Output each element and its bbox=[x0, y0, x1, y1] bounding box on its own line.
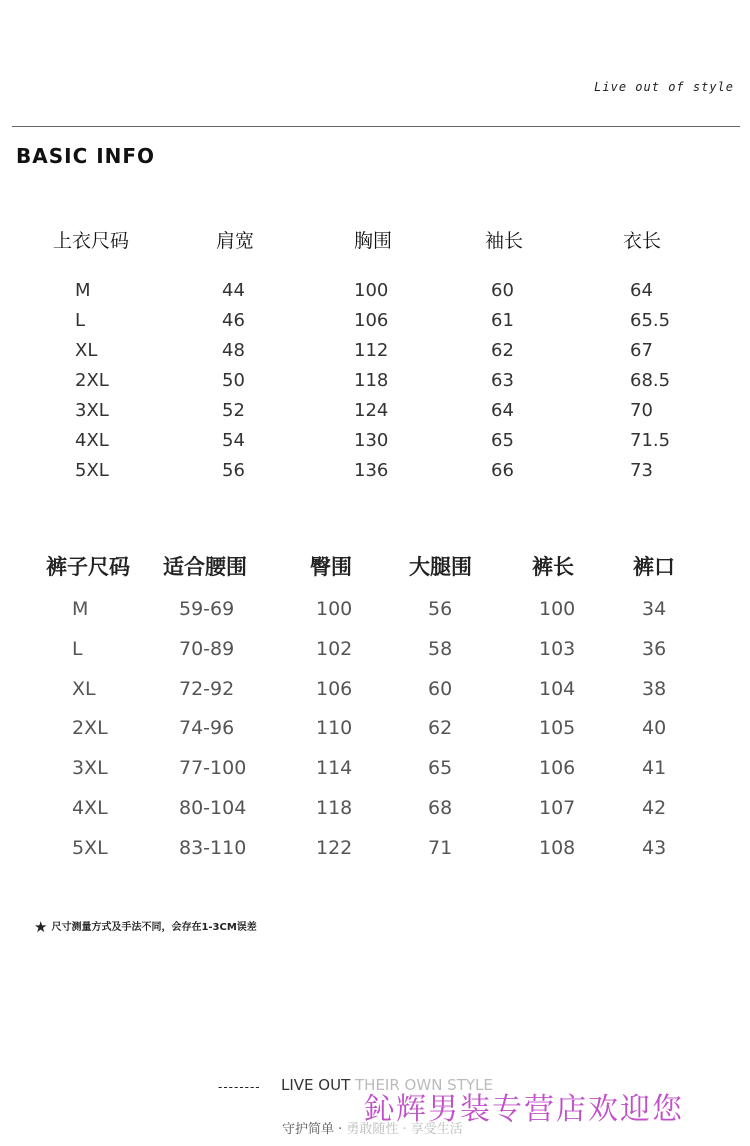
bottom-table-header: 大腿围 bbox=[409, 555, 472, 579]
top-table-cell: 71.5 bbox=[630, 430, 671, 451]
top-table-cell: 61 bbox=[491, 310, 514, 331]
top-table-header: 衣长 bbox=[623, 230, 662, 252]
top-table-cell: 66 bbox=[491, 460, 514, 481]
bottom-table-cell: 108 bbox=[539, 836, 576, 859]
top-table-cell: 52 bbox=[222, 400, 245, 421]
bottom-table-cell: 41 bbox=[642, 757, 667, 780]
section-title: BASIC INFO bbox=[16, 144, 156, 168]
top-table-cell: 136 bbox=[354, 460, 389, 481]
top-table-cell: L bbox=[75, 310, 86, 331]
footer-slogan-en-faded: THEIR OWN STYLE bbox=[355, 1076, 493, 1094]
top-table-cell: 67 bbox=[630, 340, 653, 361]
bottom-table-cell: 70-89 bbox=[179, 637, 235, 660]
footer-slogan-cn-faded: 勇敢随性 · 享受生活 bbox=[346, 1122, 463, 1137]
bottom-table-cell: 59-69 bbox=[179, 598, 235, 620]
bottom-table-cell: 34 bbox=[642, 598, 667, 620]
top-table-cell: 2XL bbox=[75, 370, 109, 391]
store-watermark: 鈊辉男装专营店欢迎您 bbox=[364, 1092, 684, 1127]
top-table-cell: 68.5 bbox=[630, 370, 671, 391]
bottom-table-cell: 102 bbox=[316, 637, 353, 660]
top-table-cell: 48 bbox=[222, 340, 245, 361]
bottom-table-cell: 58 bbox=[428, 637, 453, 660]
measurement-note bbox=[34, 918, 257, 936]
top-table-cell: 63 bbox=[491, 370, 514, 391]
top-table-cell: 62 bbox=[491, 340, 514, 361]
footer-slogan-cn-main: 守护简单 · bbox=[282, 1122, 347, 1137]
top-table-header: 袖长 bbox=[485, 230, 524, 252]
bottom-table-cell: 106 bbox=[539, 757, 576, 780]
bottom-table-cell: M bbox=[72, 598, 89, 620]
top-table-header: 上衣尺码 bbox=[53, 230, 130, 252]
top-table-cell: 106 bbox=[354, 310, 389, 331]
bottom-table-cell: 110 bbox=[316, 717, 353, 740]
tagline: Live out of style bbox=[594, 80, 734, 94]
bottom-table-cell: 60 bbox=[428, 677, 453, 700]
top-table-cell: 56 bbox=[222, 460, 245, 481]
bottom-table-cell: 3XL bbox=[72, 757, 108, 780]
bottom-table-cell: 38 bbox=[642, 677, 667, 700]
top-table-cell: 124 bbox=[354, 400, 389, 421]
bottom-table-cell: 56 bbox=[428, 598, 453, 620]
star-icon: ★ bbox=[34, 918, 48, 936]
bottom-table-cell: 65 bbox=[428, 757, 453, 780]
bottom-table-cell: 72-92 bbox=[179, 677, 235, 700]
bottom-table-cell: 122 bbox=[316, 836, 353, 859]
bottom-table-cell: L bbox=[72, 637, 83, 660]
bottom-table-cell: 105 bbox=[539, 717, 576, 740]
top-table-cell: 73 bbox=[630, 460, 653, 481]
bottom-table-cell: 68 bbox=[428, 797, 453, 819]
bottom-table-cell: 36 bbox=[642, 637, 667, 660]
top-table-cell: M bbox=[75, 280, 91, 301]
bottom-table-cell: 100 bbox=[316, 598, 353, 620]
bottom-table-cell: 104 bbox=[539, 677, 576, 700]
bottom-table-cell: XL bbox=[72, 677, 96, 700]
bottom-table-cell: 106 bbox=[316, 677, 353, 700]
top-table-cell: 65.5 bbox=[630, 310, 671, 331]
top-table-header: 肩宽 bbox=[216, 230, 255, 252]
bottom-table-cell: 83-110 bbox=[179, 836, 247, 859]
bottom-table-cell: 5XL bbox=[72, 836, 108, 859]
footer-slogan-en-main: LIVE OUT bbox=[281, 1076, 356, 1094]
top-table-cell: 100 bbox=[354, 280, 389, 301]
bottom-table-header: 裤子尺码 bbox=[46, 555, 130, 579]
top-table-cell: 64 bbox=[491, 400, 514, 421]
top-table-header: 胸围 bbox=[354, 230, 393, 252]
bottom-table-cell: 118 bbox=[316, 797, 353, 819]
top-table-cell: 54 bbox=[222, 430, 245, 451]
header-divider bbox=[12, 126, 740, 127]
note-text: 尺寸测量方式及手法不同，会存在1-3CM误差 bbox=[51, 922, 257, 933]
bottom-table-cell: 103 bbox=[539, 637, 576, 660]
bottom-table-cell: 80-104 bbox=[179, 797, 247, 819]
bottom-table-cell: 77-100 bbox=[179, 757, 247, 780]
top-table-cell: 3XL bbox=[75, 400, 109, 421]
top-table-cell: 112 bbox=[354, 340, 389, 361]
top-table-cell: 130 bbox=[354, 430, 389, 451]
top-table-cell: 50 bbox=[222, 370, 245, 391]
bottom-table-header: 适合腰围 bbox=[163, 555, 247, 579]
top-table-cell: 4XL bbox=[75, 430, 109, 451]
top-table-cell: 64 bbox=[630, 280, 653, 301]
bottom-table-header: 裤长 bbox=[532, 555, 574, 579]
top-table-cell: 5XL bbox=[75, 460, 109, 481]
top-table-cell: XL bbox=[75, 340, 98, 361]
bottom-table-cell: 74-96 bbox=[179, 717, 235, 740]
top-table-cell: 46 bbox=[222, 310, 245, 331]
bottom-table-cell: 107 bbox=[539, 797, 576, 819]
bottom-table-cell: 40 bbox=[642, 717, 667, 740]
top-table-cell: 65 bbox=[491, 430, 514, 451]
top-table-cell: 60 bbox=[491, 280, 514, 301]
top-table-cell: 70 bbox=[630, 400, 653, 421]
top-table-cell: 44 bbox=[222, 280, 245, 301]
bottom-table-cell: 4XL bbox=[72, 797, 108, 819]
bottom-table-cell: 2XL bbox=[72, 717, 108, 740]
top-table-cell: 118 bbox=[354, 370, 389, 391]
bottom-table-cell: 100 bbox=[539, 598, 576, 620]
bottom-table-cell: 62 bbox=[428, 717, 453, 740]
bottom-table-header: 裤口 bbox=[633, 555, 675, 579]
bottom-table-cell: 114 bbox=[316, 757, 353, 780]
bottom-table-cell: 43 bbox=[642, 836, 667, 859]
bottom-table-cell: 71 bbox=[428, 836, 453, 859]
bottom-table-header: 臀围 bbox=[310, 555, 352, 579]
bottom-table-cell: 42 bbox=[642, 797, 667, 819]
footer-dashes: -------- bbox=[218, 1080, 261, 1094]
